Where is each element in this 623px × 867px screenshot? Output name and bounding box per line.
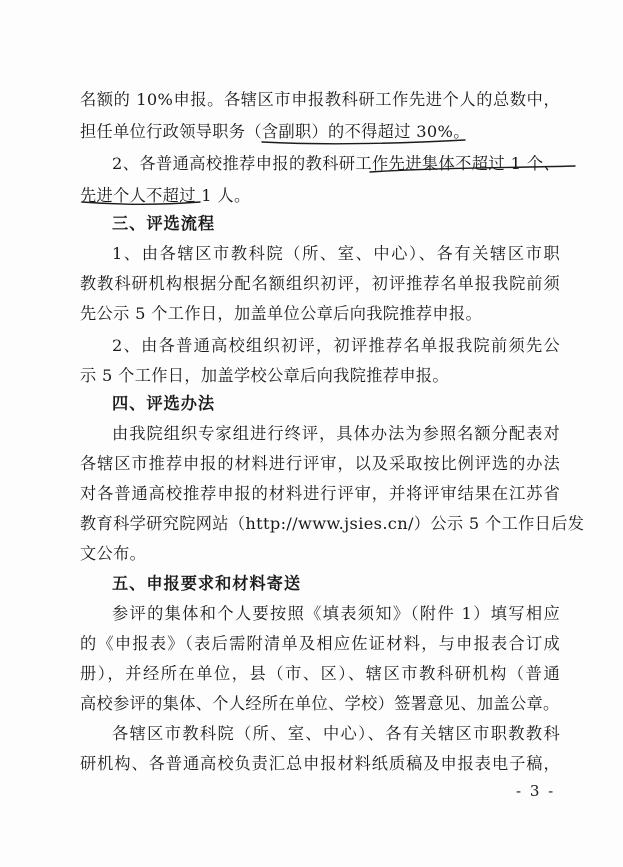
body-line: 文公布。 [80,544,147,563]
section-heading: 三、评选流程 [112,214,216,233]
body-line: 示 5 个工作日，加盖学校公章后向我院推荐申报。 [80,366,449,385]
body-line: 名额的 10%申报。各辖区市申报教科研工作先进个人的总数中， [80,90,560,109]
body-line: 各辖区市推荐申报的材料进行评审，以及采取按比例评选的办法 [80,454,560,473]
body-line: 参评的集体和个人要按照《填表须知》（附件 1）填写相应 [112,604,560,623]
body-line: 2、由各普通高校组织初评，初评推荐名单报我院前须先公 [112,336,560,355]
body-line: 各辖区市教科院（所、室、中心）、各有关辖区市职教教科 [112,724,560,743]
body-line: 先进个人不超过 1 人。 [80,186,251,205]
body-line: 册），并经所在单位，县（市、区）、辖区市教科研机构（普通 [80,664,560,683]
body-line: 对各普通高校推荐申报的材料进行评审，并将评审结果在江苏省 [80,484,560,503]
body-line: 高校参评的集体、个人经所在单位、学校）签署意见、加盖公章。 [80,694,560,713]
body-line: 研机构、各普通高校负责汇总申报材料纸质稿及申报表电子稿， [80,754,560,773]
body-line: 先公示 5 个工作日，加盖单位公章后向我院推荐申报。 [80,304,483,323]
body-line: 教教科研机构根据分配名额组织初评，初评推荐名单报我院前须 [80,274,560,293]
section-heading: 五、申报要求和材料寄送 [112,574,302,593]
body-line: 1、由各辖区市教科院（所、室、中心）、各有关辖区市职 [112,244,560,263]
body-line: 2、各普通高校推荐申报的教科研工作先进集体不超过 1 个、 [112,154,560,173]
body-line: 担任单位行政领导职务（含副职）的不得超过 30%。 [80,122,470,141]
page-number: - 3 - [516,782,556,800]
body-line: 的《申报表》（表后需附清单及相应佐证材料，与申报表合订成 [80,634,560,653]
section-heading: 四、评选办法 [112,394,216,413]
body-line: 教育科学研究院网站（http://www.jsies.cn/）公示 5 个工作日后发 [80,514,585,533]
body-line: 由我院组织专家组进行终评，具体办法为参照名额分配表对 [112,424,560,443]
